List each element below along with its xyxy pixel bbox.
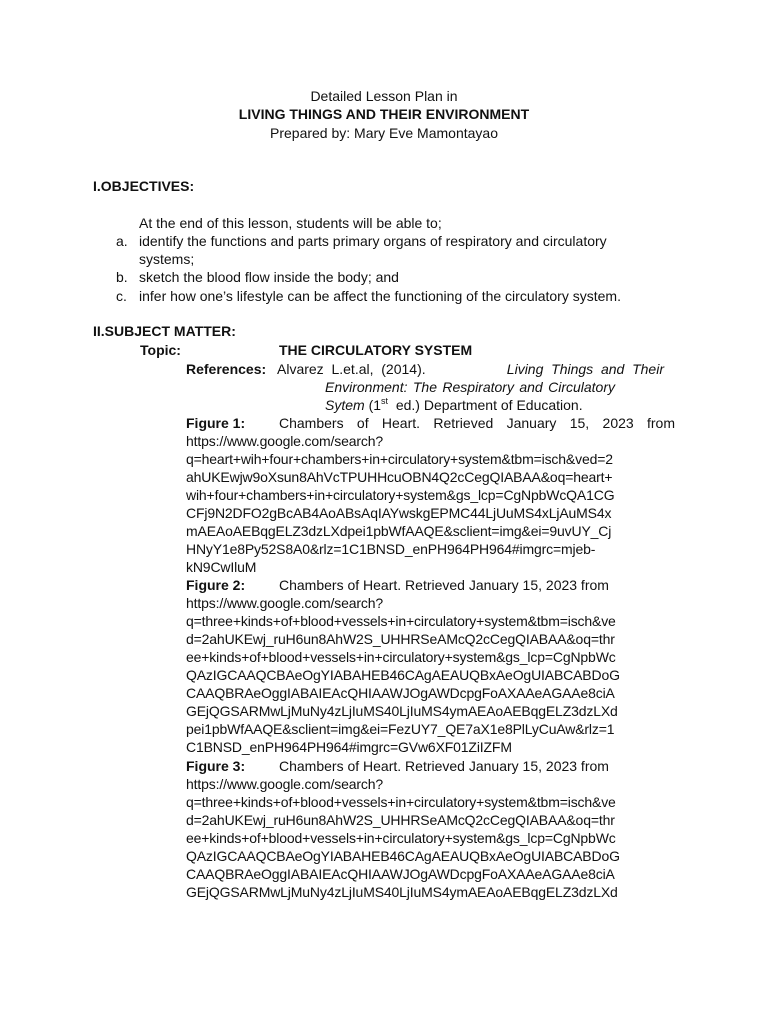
objective-c-marker: c. [116,288,127,304]
figure-2-url-line: q=three+kinds+of+blood+vessels+in+circulatory+system&tbm=isch&ve [186,613,616,629]
prepared-by: Prepared by: Mary Eve Mamontayao [270,125,498,141]
objective-b-marker: b. [116,269,128,285]
reference-edition-pre: (1 [364,397,382,413]
reference-title-part2: Environment: The Respiratory and Circulatory [325,379,616,395]
reference-line-3 [325,396,583,416]
figure-2-url-line: https://www.google.com/search? [186,595,384,611]
figure-3-url-line: d=2ahUKEwj_ruH6un8AhW2S_UHHRSeAMcQ2cCegQIABAA&oq=thr [186,812,615,828]
figure-1-url-line: wih+four+chambers+in+circulatory+system&gs_lcp=CgNpbWcQA1CG [186,487,615,503]
objectives-heading: I.OBJECTIVES: [93,178,195,194]
figure-3-url-line: CAAQBRAeOggIABAIEAcQHIAAWJOgAWDcpgFoAXAAeAGAAe8ciA [186,866,615,882]
doc-subtitle: Detailed Lesson Plan in [310,88,458,104]
objective-c-text: infer how one’s lifestyle can be affect the functioning of the circulatory system. [139,288,621,304]
figure-3-url-line: ee+kinds+of+blood+vessels+in+circulatory+system&gs_lcp=CgNpbWc [186,830,616,846]
objective-a-text-cont: systems; [139,251,195,267]
figure-1-desc: Chambers of Heart. Retrieved January 15, 2023 from [279,415,675,431]
objective-a-text: identify the functions and parts primary organs of respiratory and circulatory [139,233,607,249]
figure-1-url-line: HNyY1e8Py52S8A0&rlz=1C1BNSD_enPH964PH964#imgrc=mjeb- [186,541,596,557]
doc-title: LIVING THINGS AND THEIR ENVIRONMENT [238,106,530,122]
figure-3-url-line: https://www.google.com/search? [186,776,384,792]
figure-2-url-line: GEjQGSARMwLjMuNy4zLjIuMS40LjIuMS4ymAEAoAEBqgELZ3dzLXd [186,703,618,719]
reference-title-part3: Sytem [325,397,365,413]
figure-2-label: Figure 2: [186,577,246,593]
reference-line-1 [277,360,664,378]
objective-b-text: sketch the blood flow inside the body; and [139,269,399,285]
figure-1-label: Figure 1: [186,415,246,431]
figure-3-label: Figure 3: [186,758,246,774]
figure-3-url-line: q=three+kinds+of+blood+vessels+in+circulatory+system&tbm=isch&ve [186,794,616,810]
figure-1-url-line: ahUKEwjw9oXsun8AhVcTPUHHcuOBN4Q2cCegQIABAA&oq=heart+ [186,469,613,485]
reference-edition-sup: st [381,396,389,406]
figure-2-url-line: ee+kinds+of+blood+vessels+in+circulatory+system&gs_lcp=CgNpbWc [186,649,616,665]
reference-author: Alvarez L.et.al, (2014). [277,361,426,377]
figure-2-url-line: d=2ahUKEwj_ruH6un8AhW2S_UHHRSeAMcQ2cCegQIABAA&oq=thr [186,631,615,647]
figure-1-url-line: q=heart+wih+four+chambers+in+circulatory+system&tbm=isch&ved=2 [186,451,613,467]
subject-matter-heading: II.SUBJECT MATTER: [93,323,236,339]
figure-3-url-line: GEjQGSARMwLjMuNy4zLjIuMS40LjIuMS4ymAEAoAEBqgELZ3dzLXd [186,884,618,900]
figure-2-url-line: pei1pbWfAAQE&sclient=img&ei=FezUY7_QE7aX1e8PlLyCuAw&rlz=1 [186,721,615,737]
reference-title-part1: Living Things and Their [506,361,664,377]
figure-1-url-line: kN9CwIluM [186,559,257,575]
objectives-intro: At the end of this lesson, students will be able to; [139,215,442,231]
figure-3-desc: Chambers of Heart. Retrieved January 15, 2023 from [279,758,609,774]
objective-a-marker: a. [116,233,128,249]
topic-value: THE CIRCULATORY SYSTEM [279,342,473,358]
figure-2-url-line: CAAQBRAeOggIABAIEAcQHIAAWJOgAWDcpgFoAXAAeAGAAe8ciA [186,685,615,701]
references-label: References: [186,361,267,377]
figure-1-url-line: mAEAoAEBqgELZ3dzLXdpei1pbWfAAQE&sclient=img&ei=9uvUY_Cj [186,523,612,539]
topic-label: Topic: [140,342,181,358]
reference-edition-post: ed.) Department of Education. [388,397,583,413]
figure-2-url-line: C1BNSD_enPH964PH964#imgrc=GVw6XF01ZiIZFM [186,739,512,755]
figure-1-url-line: CFj9N2DFO2gBcAB4AoABsAqIAYwskgEPMC44LjUuMS4xLjAuMS4x [186,505,612,521]
figure-2-url-line: QAzIGCAAQCBAeOgYIABAHEB46CAgAEAUQBxAeOgUIABCABDoG [186,667,620,683]
figure-3-url-line: QAzIGCAAQCBAeOgYIABAHEB46CAgAEAUQBxAeOgUIABCABDoG [186,848,620,864]
figure-1-url-line: https://www.google.com/search? [186,433,384,449]
figure-2-desc: Chambers of Heart. Retrieved January 15, 2023 from [279,577,609,593]
